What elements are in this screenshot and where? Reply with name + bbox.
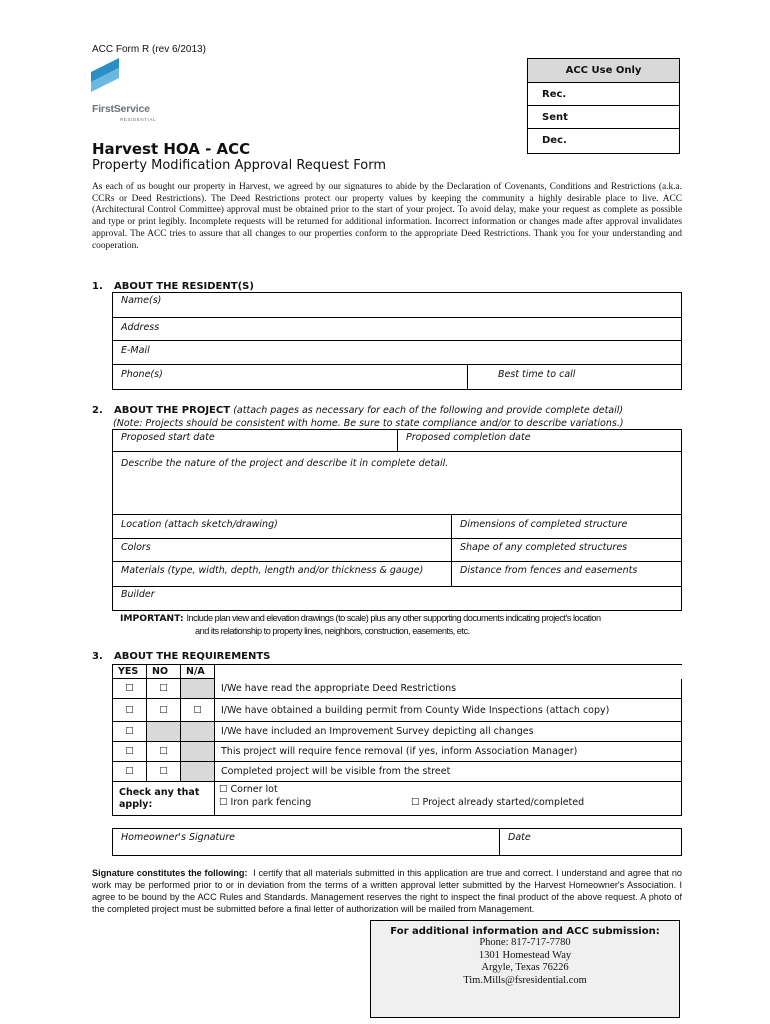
signature-statement bbox=[92, 867, 682, 915]
best-time-field[interactable]: Best time to call bbox=[467, 364, 682, 390]
requirement-text: I/We have obtained a building permit from County Wide Inspections (attach copy) bbox=[215, 699, 682, 722]
contact-heading: For additional information and ACC submission: bbox=[390, 926, 660, 937]
corner-lot-option[interactable]: ☐ Corner lot bbox=[219, 784, 278, 795]
header-na: N/A bbox=[181, 665, 215, 679]
names-field[interactable]: Name(s) bbox=[112, 292, 682, 318]
acc-rec-field[interactable]: Rec. bbox=[528, 83, 679, 106]
section-title: ABOUT THE RESIDENT(S) bbox=[114, 281, 254, 292]
section-number: 1. bbox=[92, 281, 103, 292]
section-2-title-note: (attach pages as necessary for each of the following and provide complete detail) bbox=[233, 405, 624, 416]
homeowner-signature-field[interactable]: Homeowner's Signature bbox=[112, 828, 500, 856]
section-number: 3. bbox=[92, 651, 103, 662]
form-title: Harvest HOA - ACC bbox=[92, 140, 251, 158]
section-title: ABOUT THE PROJECT bbox=[114, 405, 231, 416]
acc-use-only-box bbox=[527, 58, 680, 154]
checkbox-yes[interactable]: ☐ bbox=[113, 699, 147, 722]
dimensions-field[interactable]: Dimensions of completed structure bbox=[451, 514, 682, 539]
important-text-2: and its relationship to property lines, neighbors, construction, easements, etc. bbox=[195, 626, 470, 636]
requirement-text: I/We have read the appropriate Deed Restrictions bbox=[215, 679, 682, 699]
acc-dec-field[interactable]: Dec. bbox=[542, 135, 567, 146]
address-field[interactable]: Address bbox=[112, 317, 682, 341]
signature-label: Signature constitutes the following: bbox=[92, 868, 248, 878]
colors-field[interactable]: Colors bbox=[112, 538, 452, 562]
checkbox-na bbox=[181, 722, 215, 742]
materials-field[interactable]: Materials (type, width, depth, length and/or thickness & gauge) bbox=[112, 561, 452, 587]
section-1-heading bbox=[92, 281, 254, 292]
requirement-text: Completed project will be visible from the street bbox=[215, 762, 682, 782]
email-field[interactable]: E-Mail bbox=[112, 340, 682, 365]
logo-name: FirstService bbox=[92, 103, 150, 115]
requirement-text: I/We have included an Improvement Survey depicting all changes bbox=[215, 722, 682, 742]
form-code: ACC Form R (rev 6/2013) bbox=[92, 44, 206, 55]
checkbox-yes[interactable]: ☐ bbox=[113, 679, 147, 699]
contact-phone: Phone: 817-717-7780 bbox=[479, 937, 571, 948]
important-label: IMPORTANT: bbox=[120, 613, 184, 624]
requirements-table bbox=[112, 664, 682, 816]
contact-street: 1301 Homestead Way bbox=[478, 949, 572, 961]
checkbox-yes[interactable]: ☐ bbox=[113, 762, 147, 782]
completion-date-field[interactable]: Proposed completion date bbox=[397, 429, 682, 452]
section-2-heading bbox=[92, 405, 623, 416]
checkbox-yes[interactable]: ☐ bbox=[113, 742, 147, 762]
check-any-label: Check any that apply: bbox=[113, 782, 215, 816]
start-date-field[interactable]: Proposed start date bbox=[112, 429, 398, 452]
distance-field[interactable]: Distance from fences and easements bbox=[451, 561, 682, 587]
signature-text: I certify that all materials submitted in this application are true and correct. I understand and agree that no work may be performed prior to or in deviation from the terms of a written approval letter submitted by the Harvest Homeowner's Association. I agree to be bound by the ACC Rules and Standards. Management reserves the right to inspect the final product of the above request. A photo of the completed project must be submitted before a final letter of authorization will be mailed from Management. bbox=[92, 868, 682, 914]
checkbox-no bbox=[147, 722, 181, 742]
requirement-row bbox=[113, 699, 682, 722]
checkbox-no[interactable]: ☐ bbox=[147, 742, 181, 762]
project-started-option[interactable]: ☐ Project already started/completed bbox=[411, 797, 585, 808]
description-field[interactable]: Describe the nature of the project and describe it in complete detail. bbox=[112, 451, 682, 515]
section-3-heading bbox=[92, 651, 270, 662]
logo-sub: RESIDENTIAL bbox=[120, 117, 157, 122]
acc-sent-field[interactable]: Sent bbox=[528, 106, 679, 129]
requirement-text: This project will require fence removal (if yes, inform Association Manager) bbox=[215, 742, 682, 762]
check-any-row bbox=[113, 782, 682, 816]
important-text: Include plan view and elevation drawings (to scale) plus any other supporting documents indicating project's location bbox=[186, 613, 601, 623]
requirement-row bbox=[113, 742, 682, 762]
checkbox-na bbox=[181, 742, 215, 762]
contact-box bbox=[370, 920, 680, 1018]
requirement-row bbox=[113, 762, 682, 782]
checkbox-na[interactable]: ☐ bbox=[181, 699, 215, 722]
acc-use-title: ACC Use Only bbox=[528, 59, 679, 83]
requirement-row bbox=[113, 722, 682, 742]
contact-city: Argyle, Texas 76226 bbox=[481, 962, 569, 974]
checkbox-yes[interactable]: ☐ bbox=[113, 722, 147, 742]
checkbox-na bbox=[181, 762, 215, 782]
contact-email[interactable]: Tim.Mills@fsresidential.com bbox=[463, 974, 587, 986]
section-2-note: (Note: Projects should be consistent with home. Be sure to state compliance and/or to describe variations.) bbox=[113, 418, 624, 429]
checkbox-no[interactable]: ☐ bbox=[147, 679, 181, 699]
header-yes: YES bbox=[113, 665, 147, 679]
section-title: ABOUT THE REQUIREMENTS bbox=[114, 651, 271, 662]
phone-field[interactable]: Phone(s) bbox=[112, 364, 468, 390]
location-field[interactable]: Location (attach sketch/drawing) bbox=[112, 514, 452, 539]
intro-paragraph: As each of us bought our property in Harvest, we agreed by our signatures to abide by the Declaration of Covenants, Conditions and Restrictions (a.k.a. CCRs or Deed Restrictions). The Deed Restrictions protect our property values by keeping the community a highly desirable place to live. ACC (Architectural Control Committee) approval must be obtained prior to the start of your project. To avoid delay, make your request as complete as possible and type or print legibly. Incomplete requests will be returned for additional information. Incorrect information or changes made after approval invalidates approval. The ACC tries to assure that all changes to our properties conform to the appropriate Deed Restrictions. Thank you for your understanding and cooperation. bbox=[92, 182, 682, 251]
iron-fence-option[interactable]: ☐ Iron park fencing bbox=[219, 797, 312, 808]
signature-date-field[interactable]: Date bbox=[499, 828, 682, 856]
header-no: NO bbox=[147, 665, 181, 679]
checkbox-no[interactable]: ☐ bbox=[147, 762, 181, 782]
checkbox-na bbox=[181, 679, 215, 699]
section-number: 2. bbox=[92, 405, 103, 416]
important-note bbox=[120, 612, 682, 637]
checkbox-no[interactable]: ☐ bbox=[147, 699, 181, 722]
form-subtitle: Property Modification Approval Request Form bbox=[92, 158, 387, 173]
requirement-row bbox=[113, 679, 682, 699]
builder-field[interactable]: Builder bbox=[112, 586, 682, 611]
shape-field[interactable]: Shape of any completed structures bbox=[451, 538, 682, 562]
